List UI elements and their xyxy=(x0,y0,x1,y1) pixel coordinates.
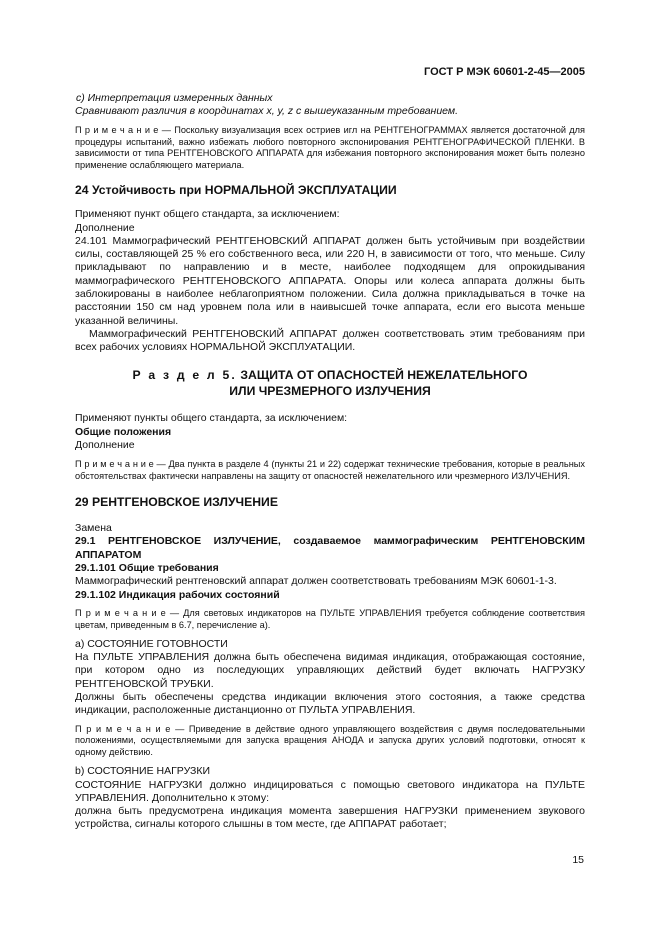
clause-29-1-102: 29.1.102 Индикация рабочих состояний xyxy=(75,588,280,601)
page-number: 15 xyxy=(572,854,584,866)
note-label: П р и м е ч а н и е xyxy=(75,607,166,618)
note-2 xyxy=(75,459,585,483)
paragraph: Маммографический РЕНТГЕНОВСКИЙ АППАРАТ должен соответствовать этим требованиям при всех рабочих условиях НОРМАЛЬНОЙ ЭКСПЛУАТАЦИИ. xyxy=(75,327,585,354)
paragraph: должна быть предусмотрена индикация момента завершения НАГРУЗКИ применением звукового устройства, сигналы которого слышны в том месте, где АППАРАТ работает; xyxy=(75,805,585,831)
clause-24-101: 24.101 Маммографический РЕНТГЕНОВСКИЙ АППАРАТ должен быть устойчивым при воздействии силы, составляющей 25 % его собственного веса, или 220 Н, в зависимости от того, что меньше. Силу прикладывают по направлению и в месте, наиболее подходящем для опрокидывания маммографического РЕНТГЕНОВСКОГО АППАРАТА. Опоры или колеса аппарата должны быть заблокированы в наиболее неблагоприятном положении. Сила должна прикладываться в точке на расстоянии 150 см над уровнем пола или в наивысшей точке аппарата, если его высота меньше указанной величины. xyxy=(75,234,585,327)
note-text: — Два пункта в разделе 4 (пункты 21 и 22) содержат технические требования, которые в реальных обстоятельствах фактически направлены на защиту от опасностей нежелательного или чрезмерного ИЗЛУЧЕНИЯ. xyxy=(75,459,585,482)
note-text: — Поскольку визуализация всех остриев игл на РЕНТГЕНОГРАММАХ является достаточной для процедуры испытаний, важно избежать любого повторного экспонирования РЕНТГЕНОГРАФИЧЕСКОЙ ПЛЕНКИ. В зависимости от типа РЕНТГЕНОВСКОГО АППАРАТА для избежания повторного экспонирования может быть полезно применение ослабляющего материала. xyxy=(75,124,585,171)
paragraph: Замена xyxy=(75,522,112,535)
paragraph: Применяют пункты общего стандарта, за исключением: xyxy=(75,412,348,425)
paragraph: На ПУЛЬТЕ УПРАВЛЕНИЯ должна быть обеспечена видимая индикация, отображающая состояние, при котором одно из последующих управляющих действий будет включать НАГРУЗКУ РЕНТГЕНОВСКОЙ ТРУБКИ. xyxy=(75,651,585,690)
note-label: П р и м е ч а н и е xyxy=(75,723,171,734)
paragraph: Должны быть обеспечены средства индикации включения этого состояния, а также средства индикации, расположенные дистанционно от ПУЛЬТА УПРАВЛЕНИЯ. xyxy=(75,690,585,717)
section-label: Р а з д е л 5. xyxy=(132,368,238,383)
paragraph: Применяют пункт общего стандарта, за исключением: xyxy=(75,208,340,221)
subheading-general: Общие положения xyxy=(75,425,172,438)
item-c-heading: с) Интерпретация измеренных данных xyxy=(76,92,273,104)
item-c-text: Сравнивают различия в координатах x, y, z с вышеуказанным требованием. xyxy=(75,105,458,118)
note-1 xyxy=(75,125,585,173)
note-text: — Приведение в действие одного управляющего воздействия с двумя последовательными положениями, осуществляемыми для запуска вращения АНОДА и запуска других условий подготовки, относят к одному действию. xyxy=(75,723,585,758)
paragraph: СОСТОЯНИЕ НАГРУЗКИ должно индицироваться с помощью светового индикатора на ПУЛЬТЕ УПРАВЛЕНИЯ. Дополнительно к этому: xyxy=(75,778,585,804)
section-5-title-line2: ИЛИ ЧРЕЗМЕРНОГО ИЗЛУЧЕНИЯ xyxy=(229,384,431,399)
page-body xyxy=(75,92,585,832)
note-text: — Для световых индикаторов на ПУЛЬТЕ УПРАВЛЕНИЯ требуется соблюдение соответствия цветам, приведенным в 6.7, перечисление а). xyxy=(75,607,585,630)
note-label: П р и м е ч а н и е xyxy=(75,124,159,135)
note-4 xyxy=(75,724,585,760)
section-5-title xyxy=(75,367,585,383)
paragraph: Дополнение xyxy=(75,221,135,234)
note-3 xyxy=(75,608,585,632)
note-label: П р и м е ч а н и е xyxy=(75,459,154,470)
section-29-heading: 29 РЕНТГЕНОВСКОЕ ИЗЛУЧЕНИЕ xyxy=(75,495,278,510)
item-a-heading: а) СОСТОЯНИЕ ГОТОВНОСТИ xyxy=(75,637,228,650)
section-title-line1: ЗАЩИТА ОТ ОПАСНОСТЕЙ НЕЖЕЛАТЕЛЬНОГО xyxy=(237,368,528,383)
section-24-heading: 24 Устойчивость при НОРМАЛЬНОЙ ЭКСПЛУАТАЦИИ xyxy=(75,183,397,198)
document-header: ГОСТ Р МЭК 60601-2-45—2005 xyxy=(424,66,585,78)
clause-29-1-101: 29.1.101 Общие требования xyxy=(75,562,219,575)
clause-29-1: 29.1 РЕНТГЕНОВСКОЕ ИЗЛУЧЕНИЕ, создаваемое маммографическим РЕНТГЕНОВСКИМ АППАРАТОМ xyxy=(75,535,585,561)
item-b-heading: b) СОСТОЯНИЕ НАГРУЗКИ xyxy=(75,765,211,778)
paragraph: Дополнение xyxy=(75,439,135,452)
paragraph: Маммографический рентгеновский аппарат должен соответствовать требованиям МЭК 60601-1-3. xyxy=(75,575,557,588)
